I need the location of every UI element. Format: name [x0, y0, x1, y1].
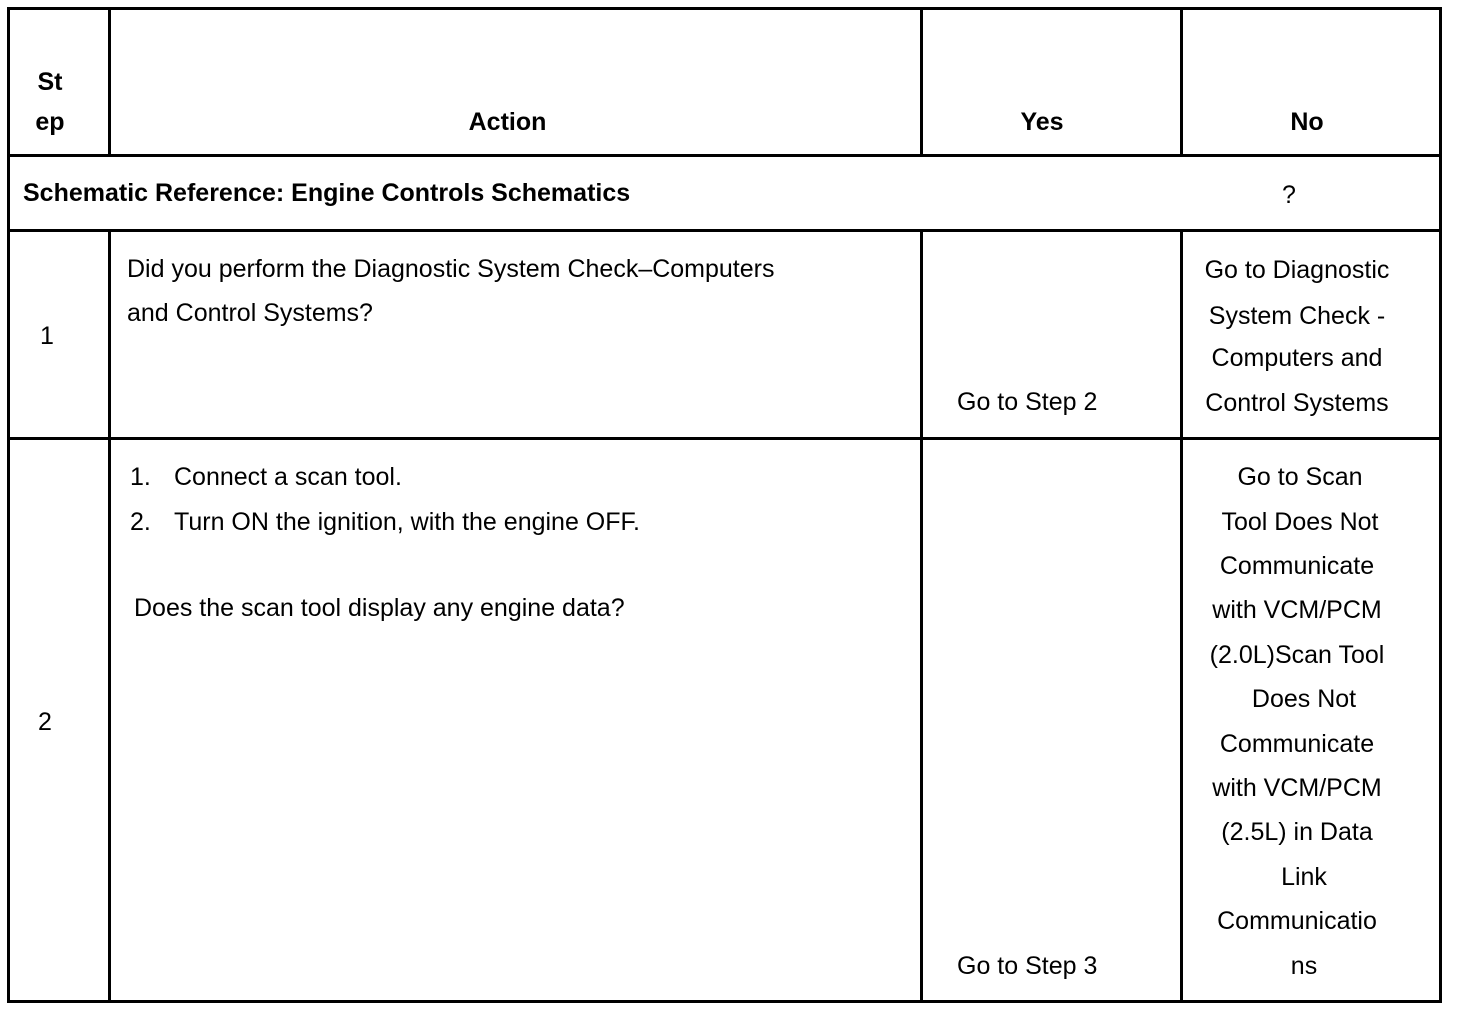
no-go-to-text: Tool Does Not	[1221, 508, 1379, 536]
no-go-to-text: ns	[1290, 952, 1318, 980]
no-go-to-text: Link	[1281, 863, 1327, 891]
list-number: 2.	[130, 508, 151, 536]
header-step: ep	[35, 108, 65, 136]
no-go-to-text: (2.0L)Scan Tool	[1209, 641, 1385, 669]
no-go-to-text: (2.5L) in Data	[1221, 818, 1373, 846]
no-go-to-text: Control Systems	[1205, 389, 1389, 417]
no-go-to-text: Go to Scan	[1237, 463, 1363, 491]
row-divider	[10, 437, 1439, 440]
column-divider	[920, 232, 923, 1000]
list-item: Turn ON the ignition, with the engine OFF.	[174, 508, 640, 536]
no-go-to-text: with VCM/PCM	[1212, 596, 1382, 624]
no-go-to-text: Communicate	[1219, 730, 1375, 758]
no-go-to-text: Computers and	[1211, 344, 1383, 372]
header-no: No	[1290, 108, 1324, 136]
no-go-to-text: with VCM/PCM	[1212, 774, 1382, 802]
step-number: 2	[38, 708, 52, 736]
no-go-to-text: Communicatio	[1217, 907, 1377, 935]
row-divider	[10, 229, 1439, 232]
column-divider	[1180, 232, 1183, 1000]
row-divider	[10, 154, 1439, 157]
header-step: St	[37, 68, 63, 96]
list-number: 1.	[130, 463, 151, 491]
no-go-to-text: Go to Diagnostic	[1204, 256, 1390, 284]
column-divider	[108, 232, 111, 1000]
schematic-marker: ?	[1282, 181, 1296, 209]
no-go-to-text: Communicate	[1219, 552, 1375, 580]
yes-go-to-step: Go to Step 2	[957, 388, 1098, 416]
no-go-to-text: System Check -	[1208, 302, 1386, 330]
list-item: Connect a scan tool.	[174, 463, 402, 491]
action-text: Did you perform the Diagnostic System Check–Computers	[127, 255, 775, 283]
no-go-to-text: Does Not	[1251, 685, 1357, 713]
action-text: and Control Systems?	[127, 299, 373, 327]
diagnostic-table	[7, 7, 1442, 1003]
action-question: Does the scan tool display any engine data?	[134, 594, 625, 622]
yes-go-to-step: Go to Step 3	[957, 952, 1098, 980]
schematic-reference: Schematic Reference: Engine Controls Schematics	[23, 179, 631, 207]
header-yes: Yes	[1020, 108, 1064, 136]
step-number: 1	[40, 322, 54, 350]
header-action: Action	[468, 108, 547, 136]
